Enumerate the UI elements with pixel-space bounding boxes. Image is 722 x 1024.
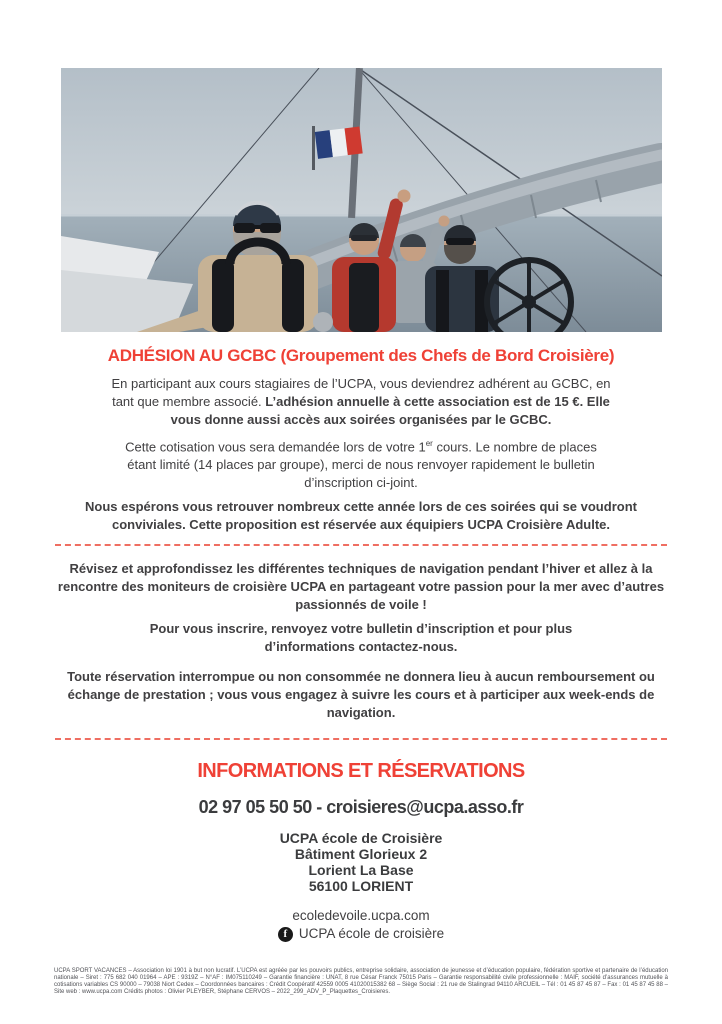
cotisation-text-start: Cette cotisation vous sera demandée lors de votre 1 [125,439,426,455]
dashed-divider [55,544,667,546]
section-heading-adhesion: ADHÉSION AU GCBC (Groupement des Chefs de Bord Croisière) [107,346,615,365]
facebook-line [0,926,722,942]
facebook-icon: f [278,927,293,942]
cotisation-text-end: cours. Le nombre de places étant limité (14 places par groupe), merci de nous renvoyer rapidement le bulletin d’inscription ci-joint. [127,439,597,491]
email-address: croisieres@ucpa.asso.fr [326,797,524,818]
legal-fine-print: UCPA SPORT VACANCES – Association loi 1901 à but non lucratif. L’UCPA est agréée par les pouvoirs publics, entreprise solidaire, association de jeunesse et d’éducation populaire, fédération sportive et partenaire de l’éducation nationale – Siret : 775 682 040 01964 – APE : 9319Z – N°AF : IM075110249 – Garantie financière : UNAT, 8 rue César Franck 75015 Paris – Garantie responsabilité civile professionnelle : MAIF, société d’assurances mutuelle à cotisations variables CS 90000 – 79038 Niort Cedex – Coordonnées bancaires : Crédit Coopératif 42559 0005 41020015382 68 – Siège Social : 21 rue de Stalingrad 94110 ARCUEIL – Tél : 01 45 87 45 87 – Fax : 01 45 87 45 88 – Site web : www.ucpa.com Crédits photos : Olivier PLEYBER, Stéphane CERVOS – 2022_299_ADV_P_Plaquettes_Croisieres. [54,968,668,996]
address-line-place: Lorient La Base [308,862,414,879]
address-block [0,830,722,894]
facebook-page-name: UCPA école de croisière [298,926,445,942]
sailing-crew-photo [61,68,662,332]
phone-email-line [0,797,722,818]
phone-email-separator: - [311,797,327,818]
address-line-building: Bâtiment Glorieux 2 [294,846,428,863]
winch [313,312,333,332]
address-line-city: 56100 LORIENT [308,878,414,895]
intro-regular-text: En participant aux cours stagiaires de l’UCPA, vous deviendrez adhérent au GCBC, en tant que membre associé. [111,376,611,409]
paragraph-cotisation [120,435,602,492]
informations-heading: INFORMATIONS ET RÉSERVATIONS [197,760,525,783]
paragraph-hiver: Révisez et approfondissez les différentes techniques de navigation pendant l’hiver et allez à la rencontre des moniteurs de croisière UCPA en partageant votre passion pour la mer avec d’autres passionnés de voile ! [57,561,665,613]
address-line-organization: UCPA école de Croisière [279,830,443,847]
phone-number: 02 97 05 50 50 [198,797,312,818]
website-url: ecoledevoile.ucpa.com [292,908,430,924]
paragraph-soirees: Nous espérons vous retrouver nombreux cette année lors de ces soirées qui se voudront conviviales. Cette proposition est réservée aux équipiers UCPA Croisière Adulte. [85,499,637,533]
paragraph-inscription: Pour vous inscrire, renvoyez votre bulletin d’inscription et pour plus d’informations contactez-nous. [149,621,573,655]
ordinal-superscript: er [425,439,433,448]
dashed-divider [55,738,667,740]
paragraph-reservation-policy: Toute réservation interrompue ou non consommée ne donnera lieu à aucun remboursement ou échange de prestation ; vous vous engagez à suivre les cours et à participer aux week-ends de navigation. [67,669,655,721]
sailing-crew-illustration [61,68,662,332]
paragraph-adhesion-intro [99,375,623,429]
intro-bold-text: L’adhésion annuelle à cette association est de 15 €. Elle vous donne aussi accès aux soirées organisées par le GCBC. [170,394,610,427]
